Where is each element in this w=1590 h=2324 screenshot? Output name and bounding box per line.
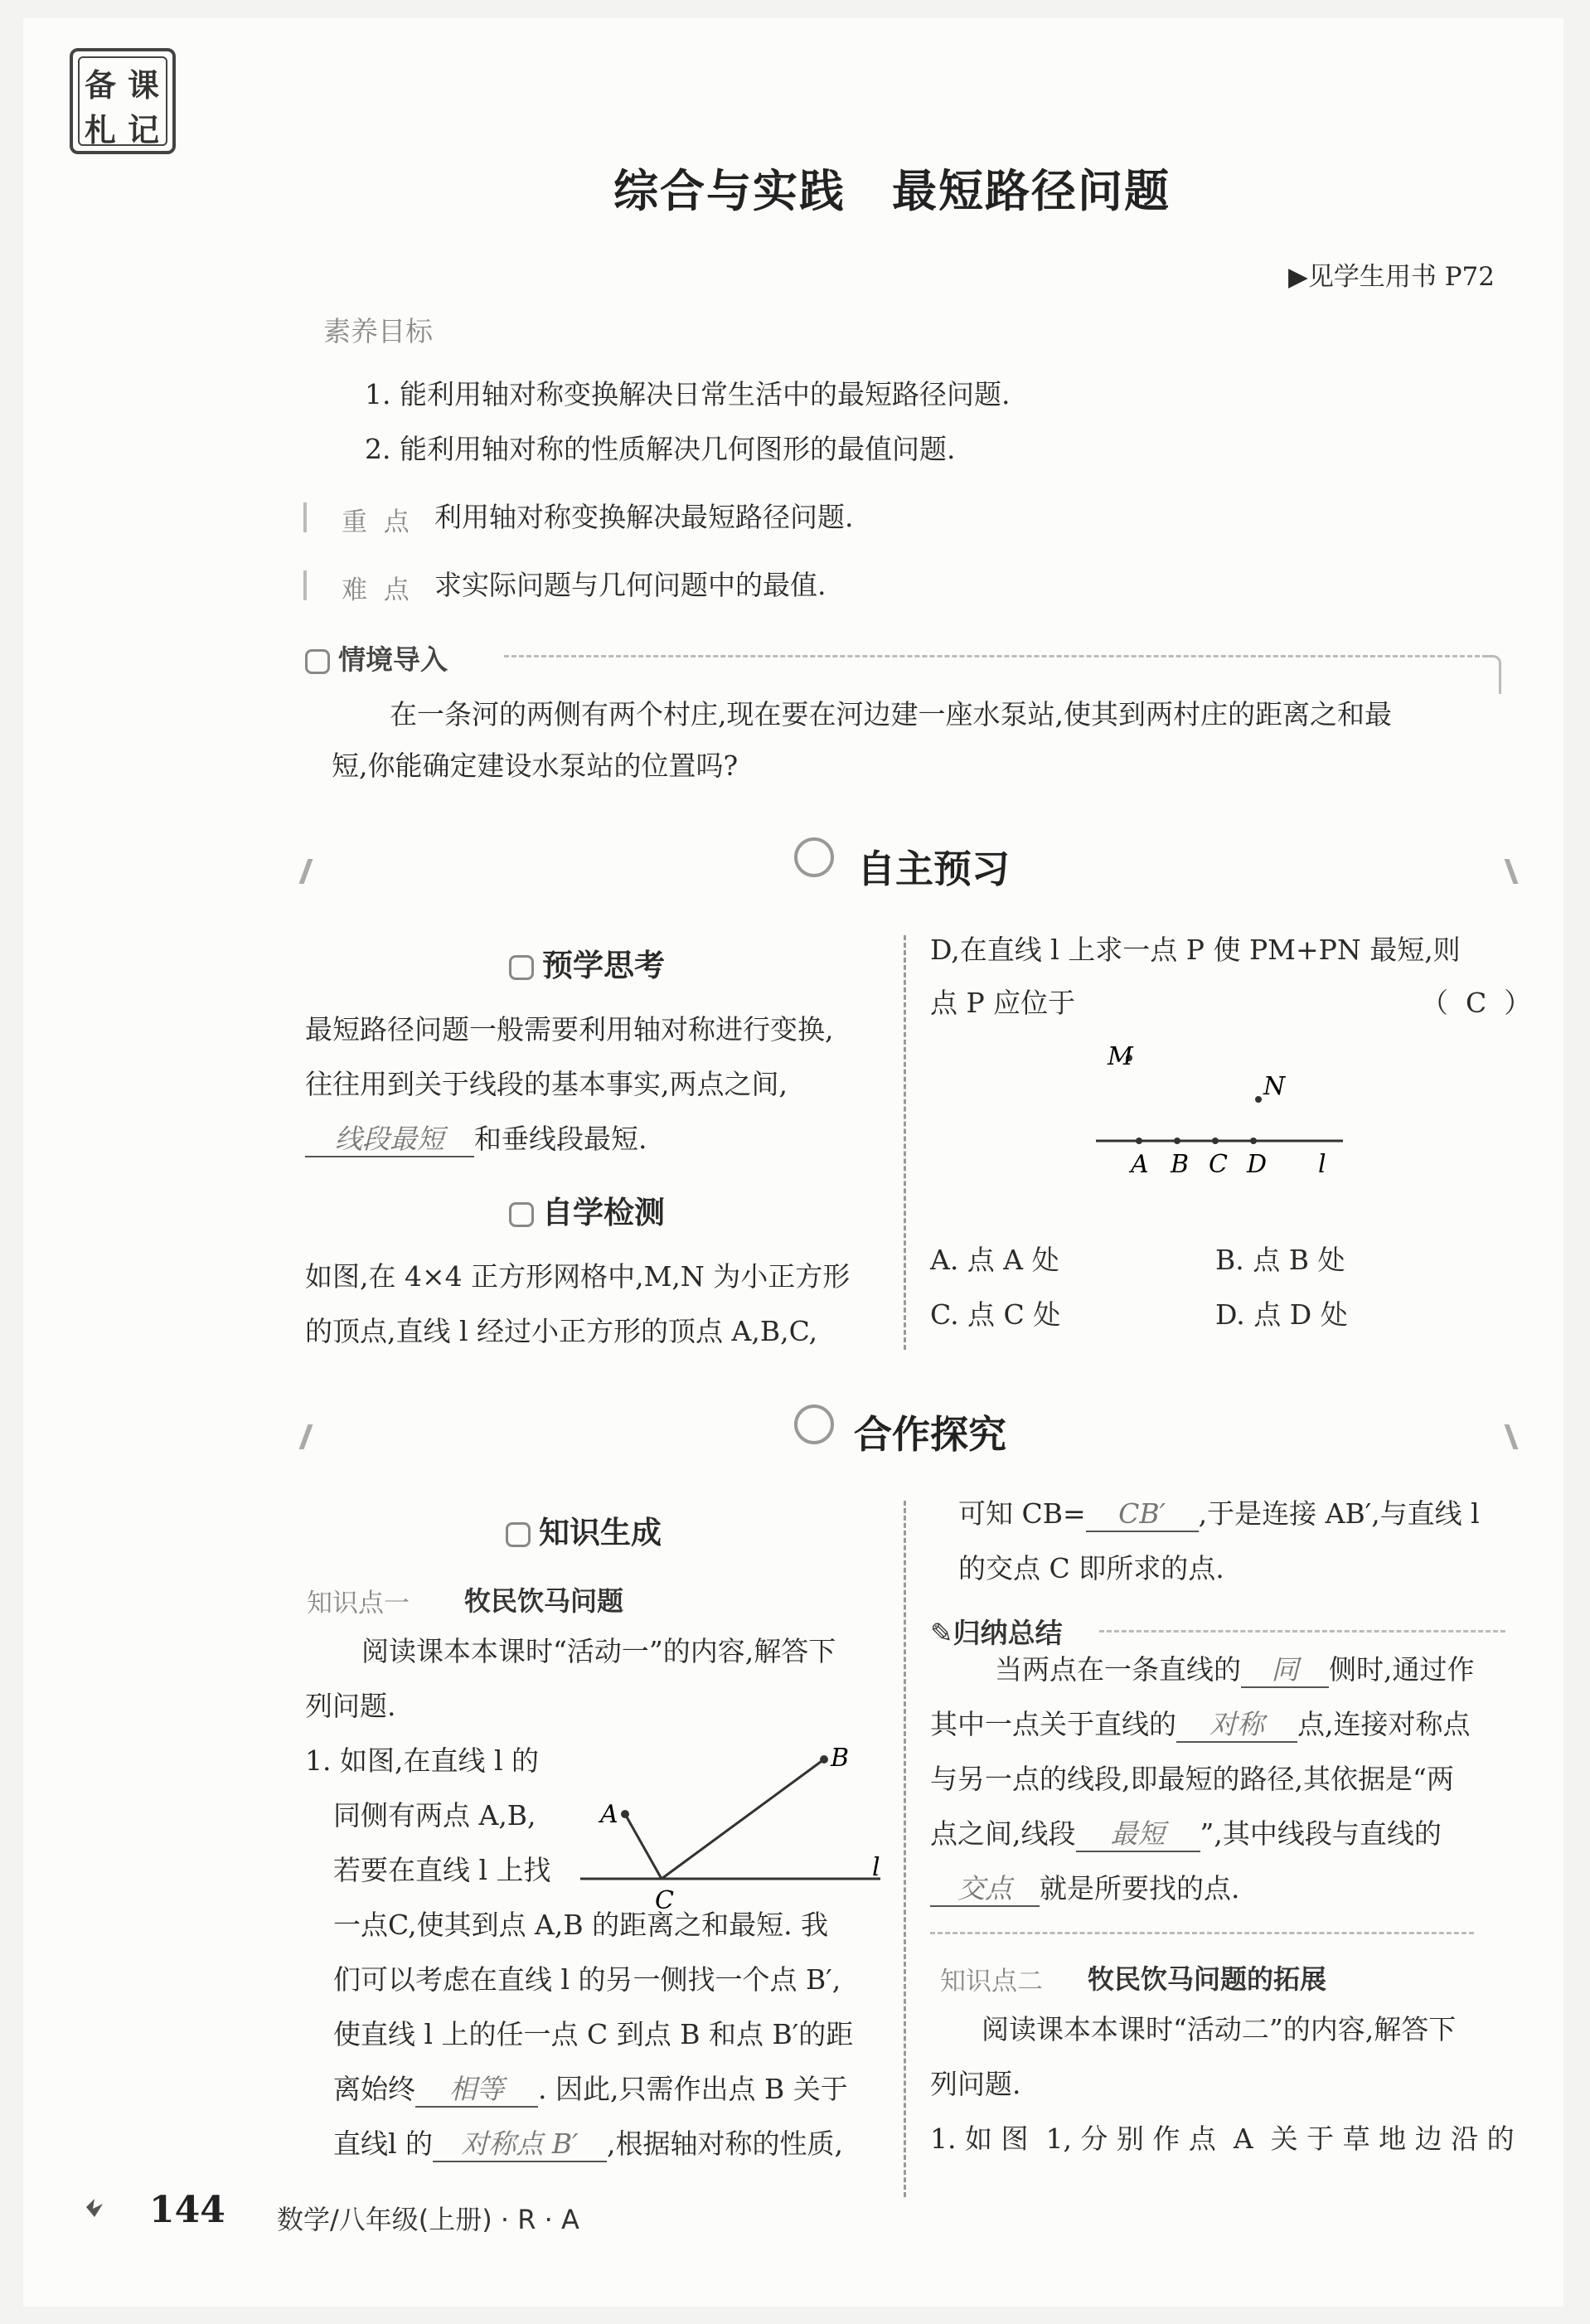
p1-text: 直线l 的 xyxy=(333,2128,434,2160)
kp2-text: 列问题. xyxy=(930,2068,1021,2100)
sum-text: 与另一点的线段,即最短的路径,其依据是“两 xyxy=(930,1763,1454,1795)
stamp-char: 记 xyxy=(128,112,160,148)
sum-text: 点,连接对称点 xyxy=(1297,1708,1471,1740)
label-l: l xyxy=(872,1853,880,1882)
answer-choice: （ C ） xyxy=(1421,987,1532,1019)
sparkle-icon xyxy=(83,2195,116,2220)
intro-text: 在一条河的两侧有两个村庄,现在要在河边建一座水泵站,使其到两村庄的距离之和最 xyxy=(390,698,1392,730)
p1-line8 xyxy=(333,2128,843,2162)
sum-text: 侧时,通过作 xyxy=(1329,1653,1475,1686)
p1-text: . 因此,只需作出点 B 关于 xyxy=(538,2073,848,2105)
know-heading-text: 知识生成 xyxy=(539,1515,662,1550)
label-b: B xyxy=(831,1744,850,1773)
sum-text: 当两点在一条直线的 xyxy=(995,1653,1241,1686)
answer-blank[interactable]: 相等 xyxy=(415,2073,538,2108)
label-m: M xyxy=(1108,1042,1133,1071)
magnifier-icon xyxy=(794,837,834,877)
diff-text: 求实际问题与几何问题中的最值. xyxy=(434,569,827,601)
sum-line2 xyxy=(930,1708,1471,1743)
pencil-icon: ✎ xyxy=(930,1617,953,1649)
goal-item: 1. 能利用轴对称变换解决日常生活中的最短路径问题. xyxy=(365,378,1011,410)
book-info: 数学/八年级(上册) · R · A xyxy=(277,2204,579,2235)
intro-divider xyxy=(504,655,1487,657)
point-c xyxy=(1212,1138,1219,1144)
answer-blank[interactable]: 对称 xyxy=(1176,1708,1297,1743)
point-b xyxy=(1174,1138,1180,1144)
figure-river xyxy=(572,1736,895,1910)
option-b[interactable]: B. 点 B 处 xyxy=(1215,1244,1345,1276)
sum-line1 xyxy=(995,1653,1475,1688)
think-heading xyxy=(509,940,665,985)
kp2-text: 1. 如 图 1, 分 别 作 点 A 关 于 草 地 边 沿 的 xyxy=(930,2123,1515,2155)
think-line3 xyxy=(305,1123,647,1157)
label-d: D xyxy=(1247,1150,1268,1179)
kp2-tag: 知识点二 xyxy=(940,1967,1043,1997)
p1-text: 们可以考虑在直线 l 的另一侧找一个点 B′, xyxy=(333,1963,841,1996)
intro-corner xyxy=(1487,655,1501,694)
p1-text: 同侧有两点 A,B, xyxy=(333,1799,536,1832)
check-text: 的顶点,直线 l 经过小正方形的顶点 A,B,C, xyxy=(305,1315,818,1347)
label-c: C xyxy=(655,1886,674,1910)
key-text: 利用轴对称变换解决最短路径问题. xyxy=(434,501,854,533)
option-a[interactable]: A. 点 A 处 xyxy=(930,1244,1059,1276)
kp1-tag: 知识点一 xyxy=(307,1589,410,1618)
label-b: B xyxy=(1171,1150,1190,1179)
intro-heading-text: 情境导入 xyxy=(338,643,448,676)
segment-cb xyxy=(662,1759,824,1879)
p1-line7 xyxy=(333,2073,848,2108)
kp1-text: 列问题. xyxy=(305,1690,396,1722)
book-ref-text: 见学生用书 P72 xyxy=(1307,262,1495,292)
r-text: 的交点 C 即所求的点. xyxy=(958,1552,1224,1584)
book-icon xyxy=(506,1522,531,1547)
option-d[interactable]: D. 点 D 处 xyxy=(1215,1298,1348,1331)
goals-heading: 素养目标 xyxy=(323,315,433,347)
question-text: D,在直线 l 上求一点 P 使 PM+PN 最短,则 xyxy=(930,934,1461,966)
answer-blank[interactable]: 线段最短 xyxy=(305,1123,474,1157)
point-a xyxy=(1136,1138,1142,1144)
section-title-coop: 合作探究 xyxy=(854,1412,1006,1457)
summary-heading xyxy=(930,1612,1063,1651)
stamp-char: 课 xyxy=(128,67,160,104)
stamp-char: 备 xyxy=(85,67,117,104)
sum-text: 其中一点关于直线的 xyxy=(930,1708,1176,1740)
think-icon xyxy=(509,955,534,980)
label-a: A xyxy=(1131,1150,1149,1179)
sum-text: 点之间,线段 xyxy=(930,1817,1076,1850)
sum-text: ”,其中线段与直线的 xyxy=(1200,1817,1442,1850)
sum-text: 就是所要找的点. xyxy=(1040,1872,1240,1904)
think-text: 最短路径问题一般需要利用轴对称进行变换, xyxy=(305,1013,834,1046)
segment-ac xyxy=(625,1814,662,1879)
kp1-text: 阅读课本本课时“活动一”的内容,解答下 xyxy=(361,1635,836,1667)
column-divider xyxy=(904,1501,906,2197)
stamp-char: 札 xyxy=(85,112,117,148)
r-text: 可知 CB= xyxy=(958,1497,1086,1530)
stamp-logo xyxy=(70,48,176,154)
point-n xyxy=(1255,1096,1262,1103)
label-l: l xyxy=(1318,1150,1326,1179)
grid-figure xyxy=(1078,1028,1360,1186)
answer-blank[interactable]: 最短 xyxy=(1076,1817,1200,1852)
label-a: A xyxy=(600,1800,618,1829)
r-text: ,于是连接 AB′,与直线 l xyxy=(1198,1497,1480,1530)
summary-divider xyxy=(1099,1630,1505,1633)
book-ref xyxy=(1288,255,1495,293)
option-c[interactable]: C. 点 C 处 xyxy=(930,1298,1061,1331)
intro-heading xyxy=(305,638,448,677)
key-marker xyxy=(303,502,307,532)
page-title: 综合与实践 最短路径问题 xyxy=(613,165,1171,217)
think-text: 和垂线段最短. xyxy=(474,1123,647,1155)
question-text: 点 P 应位于 xyxy=(930,987,1076,1019)
p1-text: 1. 如图,在直线 l 的 xyxy=(305,1744,539,1777)
think-heading-text: 预学思考 xyxy=(542,948,665,983)
frame-icon xyxy=(305,649,330,674)
r-line1 xyxy=(958,1497,1480,1532)
check-heading xyxy=(509,1187,665,1232)
sum-line5 xyxy=(930,1872,1240,1907)
point-b xyxy=(820,1755,828,1764)
checklist-icon xyxy=(509,1202,534,1227)
column-divider xyxy=(904,935,906,1350)
summary-bottom-divider xyxy=(930,1932,1474,1934)
check-text: 如图,在 4×4 正方形网格中,M,N 为小正方形 xyxy=(305,1260,851,1293)
sum-line4 xyxy=(930,1817,1442,1852)
check-heading-text: 自学检测 xyxy=(542,1195,665,1230)
p1-text: 离始终 xyxy=(333,2073,415,2105)
diff-marker xyxy=(303,570,307,600)
kp2-text: 阅读课本本课时“活动二”的内容,解答下 xyxy=(982,2013,1457,2045)
p1-text: ,根据轴对称的性质, xyxy=(607,2128,844,2160)
p1-text: 若要在直线 l 上找 xyxy=(333,1854,551,1886)
page-number: 144 xyxy=(149,2189,225,2231)
summary-heading-text: 归纳总结 xyxy=(953,1617,1063,1649)
magnifier-icon xyxy=(794,1405,834,1444)
diff-label: 难 点 xyxy=(342,575,410,605)
goal-item: 2. 能利用轴对称的性质解决几何图形的最值问题. xyxy=(365,433,956,465)
answer-blank[interactable]: 交点 xyxy=(930,1872,1040,1907)
answer-blank[interactable]: CB′ xyxy=(1086,1497,1199,1532)
section-title-preview: 自主预习 xyxy=(857,847,1010,891)
triangle-icon: ▶ xyxy=(1288,262,1308,292)
key-label: 重 点 xyxy=(342,507,410,537)
p1-text: 使直线 l 上的任一点 C 到点 B 和点 B′的距 xyxy=(333,2018,854,2050)
p1-text: 一点C,使其到点 A,B 的距离之和最短. 我 xyxy=(333,1909,829,1941)
intro-text: 短,你能确定建设水泵站的位置吗? xyxy=(332,750,739,782)
know-heading xyxy=(506,1507,662,1552)
kp2-title: 牧民饮马问题的拓展 xyxy=(1088,1963,1327,1995)
label-c: C xyxy=(1209,1150,1228,1179)
point-a xyxy=(621,1810,629,1818)
answer-blank[interactable]: 对称点 B′ xyxy=(433,2128,607,2162)
label-n: N xyxy=(1263,1072,1286,1101)
answer-blank[interactable]: 同 xyxy=(1241,1653,1329,1688)
think-text: 往往用到关于线段的基本事实,两点之间, xyxy=(305,1068,788,1100)
kp1-title: 牧民饮马问题 xyxy=(464,1585,624,1617)
point-d xyxy=(1250,1138,1257,1144)
